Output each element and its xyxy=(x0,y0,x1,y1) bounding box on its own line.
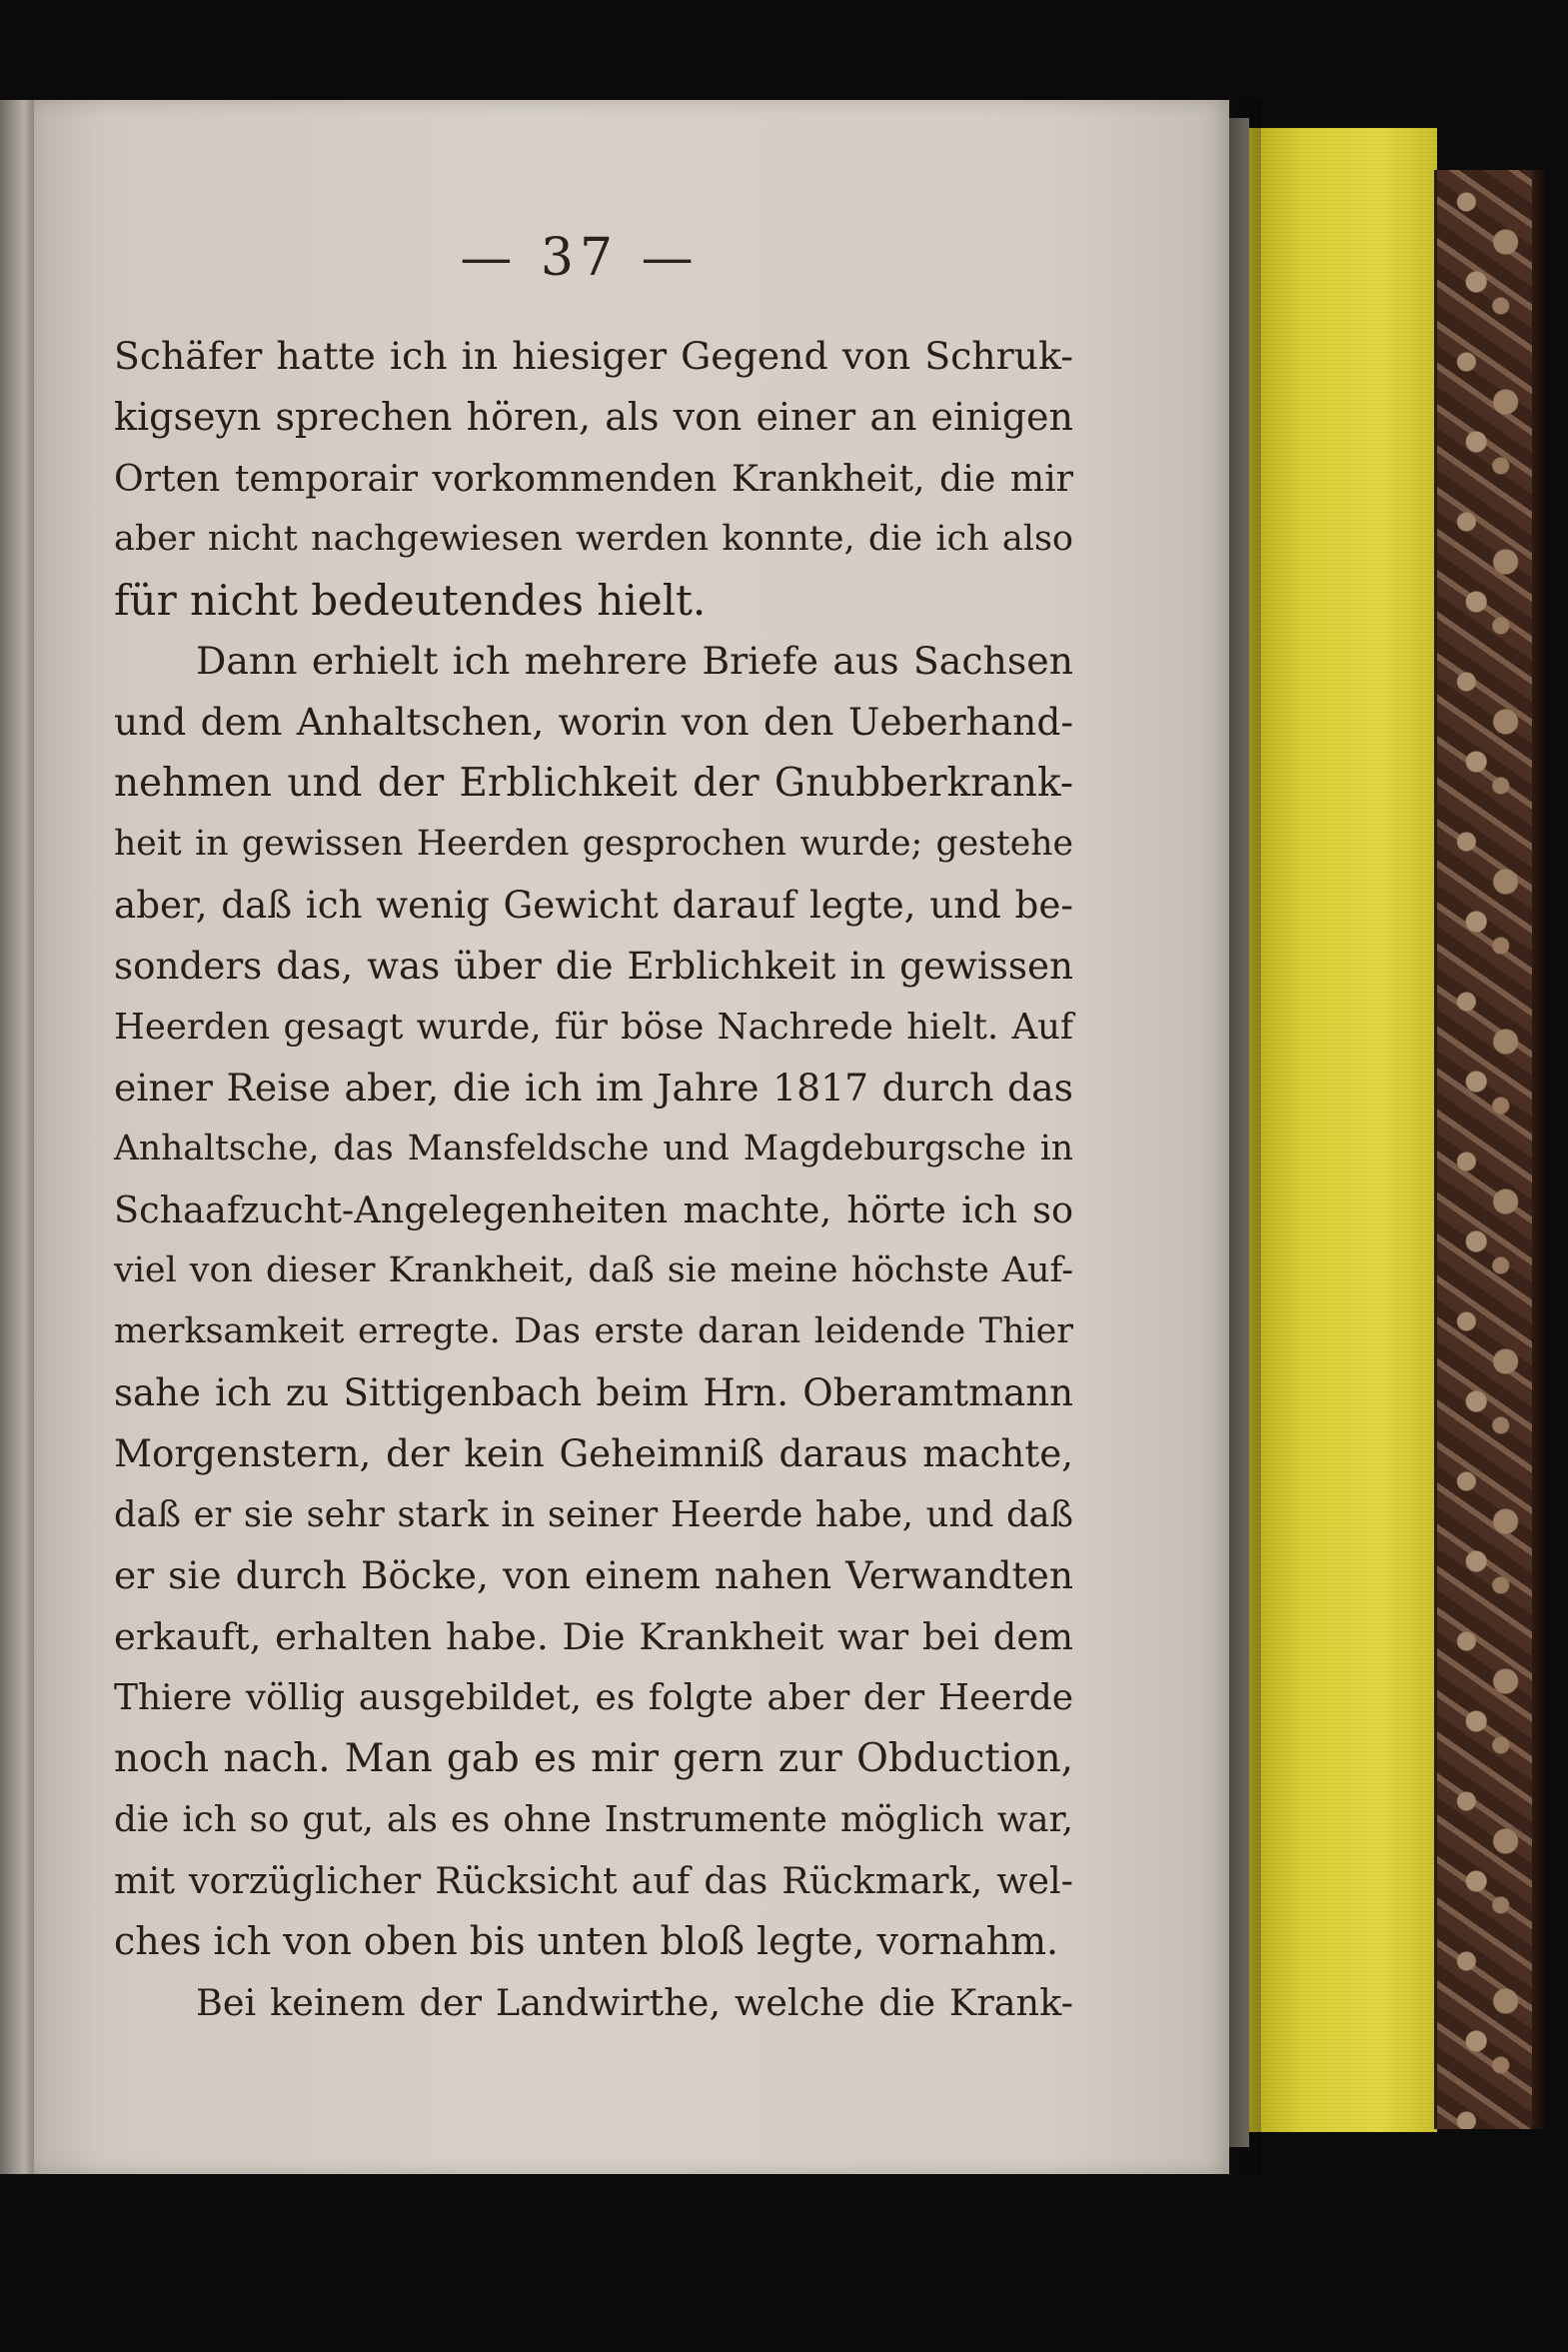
left-page-edge xyxy=(0,100,34,2174)
text-line: ches ich von oben bis unten bloß legte, vornahm. xyxy=(114,1919,1059,1963)
page-number: — 37 — xyxy=(460,228,700,288)
text-line: Schaafzucht-Angelegenheiten machte, hörte ich so xyxy=(114,1188,1073,1231)
text-line: und dem Anhaltschen, worin von den Ueberhand- xyxy=(114,700,1073,744)
text-line: Morgenstern, der kein Geheimniß daraus machte, xyxy=(114,1432,1073,1475)
text-line: Dann erhielt ich mehrere Briefe aus Sachsen xyxy=(196,639,1073,683)
text-line: aber, daß ich wenig Gewicht darauf legte, und be- xyxy=(114,883,1073,927)
book-cover xyxy=(1434,170,1535,2129)
text-line: Thiere völlig ausgebildet, es folgte aber der Heerde xyxy=(114,1677,1073,1718)
text-line: die ich so gut, als es ohne Instrumente möglich war, xyxy=(114,1799,1073,1840)
text-line: nehmen und der Erblichkeit der Gnubberkrank- xyxy=(114,761,1073,806)
text-line: für nicht bedeutendes hielt. xyxy=(114,576,707,625)
page-edge-yellow xyxy=(1247,128,1437,2132)
text-line: einer Reise aber, die ich im Jahre 1817 durch das xyxy=(114,1066,1073,1110)
text-line: sahe ich zu Sittigenbach beim Hrn. Oberamtmann xyxy=(114,1371,1073,1414)
text-line: mit vorzüglicher Rücksicht auf das Rückmark, wel- xyxy=(114,1859,1073,1902)
text-line: daß er sie sehr stark in seiner Heerde habe, und daß xyxy=(114,1494,1073,1535)
text-line: aber nicht nachgewiesen werden konnte, die ich also xyxy=(114,519,1073,559)
text-line: Orten temporair vorkommenden Krankheit, die mir xyxy=(114,457,1073,500)
text-line: noch nach. Man gab es mir gern zur Obduction, xyxy=(114,1736,1073,1781)
text-line: viel von dieser Krankheit, daß sie meine höchste Auf- xyxy=(114,1250,1073,1290)
book-spine xyxy=(1532,170,1546,2129)
text-line: heit in gewissen Heerden gesprochen wurde; gestehe xyxy=(114,824,1073,864)
text-line: merksamkeit erregte. Das erste daran leidende Thier xyxy=(114,1311,1073,1351)
text-line: Schäfer hatte ich in hiesiger Gegend von Schruk- xyxy=(114,334,1073,378)
text-line: Heerden gesagt wurde, für böse Nachrede hielt. Auf xyxy=(114,1007,1073,1048)
text-line: er sie durch Böcke, von einem nahen Verwandten xyxy=(114,1553,1073,1597)
page-gutter-shadow xyxy=(1233,100,1261,2174)
text-line: kigseyn sprechen hören, als von einer an einigen xyxy=(114,395,1073,439)
text-body xyxy=(114,326,1073,2033)
text-line: erkauft, erhalten habe. Die Krankheit war bei dem xyxy=(114,1615,1073,1658)
text-line: Bei keinem der Landwirthe, welche die Krank- xyxy=(196,1981,1073,2024)
text-line: Anhaltsche, das Mansfeldsche und Magdeburgsche in xyxy=(114,1129,1073,1169)
text-line: sonders das, was über die Erblichkeit in gewissen xyxy=(114,944,1073,988)
